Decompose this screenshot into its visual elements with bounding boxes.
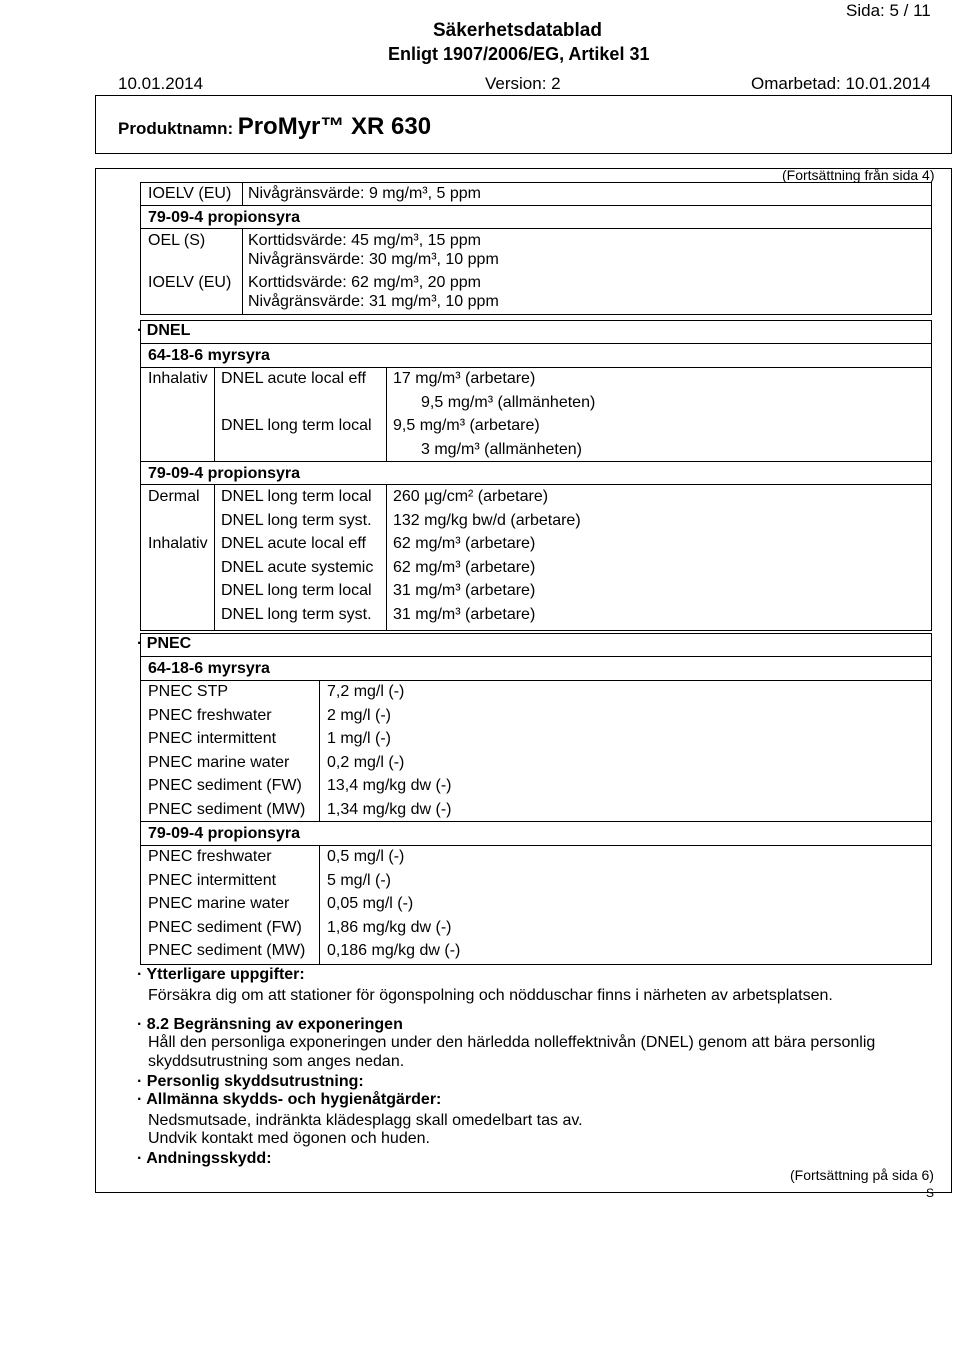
dnel-type: DNEL acute local eff xyxy=(221,370,366,387)
pnec-substance: 79-09-4 propionsyra xyxy=(148,825,301,842)
oel-line: Korttidsvärde: 45 mg/m³, 15 ppm xyxy=(248,232,481,249)
ioelv2-line: Nivågränsvärde: 31 mg/m³, 10 ppm xyxy=(248,293,499,310)
pnec-label: PNEC STP xyxy=(148,683,229,700)
pnec-value: 0,05 mg/l (-) xyxy=(327,895,414,913)
pnec-value: 2 mg/l (-) xyxy=(327,706,391,724)
dnel-col-divider xyxy=(386,484,387,630)
dnel-value: 17 mg/m³ (arbetare) xyxy=(393,370,536,387)
pnec-value: 13,4 mg/kg dw (-) xyxy=(327,777,452,795)
dnel-value: 260 µg/cm² (arbetare) xyxy=(393,488,549,505)
ytterligare-heading xyxy=(137,965,305,984)
bullet: · xyxy=(137,1091,143,1108)
oel-divider xyxy=(140,205,931,206)
pnec-substance: 64-18-6 myrsyra xyxy=(148,660,270,677)
dnel-value: 3 mg/m³ (allmänheten) xyxy=(421,440,582,458)
footer-mark: S xyxy=(926,1186,935,1200)
pnec-label: PNEC sediment (MW) xyxy=(148,942,306,960)
oel-substance: 79-09-4 propionsyra xyxy=(148,209,301,226)
bullet: · xyxy=(137,1150,143,1167)
pnec-divider xyxy=(140,845,931,846)
dnel-divider xyxy=(140,343,931,344)
bullet: · xyxy=(137,635,143,652)
dnel-col-divider xyxy=(214,367,215,462)
andnings-heading-text: Andningsskydd: xyxy=(146,1150,272,1167)
oel-label: OEL (S) xyxy=(148,232,206,249)
pnec-value: 0,2 mg/l (-) xyxy=(327,753,405,771)
personlig-heading xyxy=(137,1072,364,1091)
dnel-type: DNEL long term local xyxy=(221,582,372,599)
dnel-heading-text: DNEL xyxy=(146,322,191,339)
oel-divider xyxy=(140,228,931,229)
oel-col-divider xyxy=(242,228,243,314)
pnec-value: 0,186 mg/kg dw (-) xyxy=(327,942,461,960)
product-name: ProMyr™ XR 630 xyxy=(237,113,432,140)
dnel-route: Inhalativ xyxy=(148,535,208,552)
pnec-label: PNEC freshwater xyxy=(148,848,272,865)
ioelv-value: Nivågränsvärde: 9 mg/m³, 5 ppm xyxy=(248,185,481,202)
pnec-value: 7,2 mg/l (-) xyxy=(327,683,405,700)
ioelv2-line: Korttidsvärde: 62 mg/m³, 20 ppm xyxy=(248,274,481,291)
personlig-heading-text: Personlig skyddsutrustning: xyxy=(146,1073,364,1090)
ytterligare-heading-text: Ytterligare uppgifter: xyxy=(146,966,305,983)
dnel-value: 9,5 mg/m³ (arbetare) xyxy=(393,417,540,434)
pnec-value: 1,34 mg/kg dw (-) xyxy=(327,801,452,818)
pnec-label: PNEC sediment (FW) xyxy=(148,777,302,795)
dnel-route: Inhalativ xyxy=(148,370,208,387)
pnec-label: PNEC marine water xyxy=(148,753,290,771)
revised-date: Omarbetad: 10.01.2014 xyxy=(751,74,931,93)
dnel-divider xyxy=(140,461,931,462)
pnec-label: PNEC intermittent xyxy=(148,730,277,748)
allmanna-text: Undvik kontakt med ögonen och huden. xyxy=(148,1130,430,1147)
dnel-col-divider xyxy=(386,367,387,462)
ioelv-label: IOELV (EU) xyxy=(148,185,232,202)
dnel-divider xyxy=(140,484,931,485)
ioelv2-label: IOELV (EU) xyxy=(148,274,232,291)
continued-from: (Fortsättning från sida 4) xyxy=(782,167,935,183)
pnec-heading-text: PNEC xyxy=(146,635,192,652)
dnel-value: 9,5 mg/m³ (allmänheten) xyxy=(421,393,596,411)
page-number: Sida: 5 / 11 xyxy=(846,1,931,20)
pnec-label: PNEC sediment (FW) xyxy=(148,918,302,936)
dnel-substance: 64-18-6 myrsyra xyxy=(148,347,270,364)
pnec-label: PNEC intermittent xyxy=(148,871,277,889)
pnec-label: PNEC freshwater xyxy=(148,706,272,724)
version: Version: 2 xyxy=(485,74,561,93)
dnel-type: DNEL long term local xyxy=(221,488,372,505)
dnel-col-divider xyxy=(214,484,215,630)
allmanna-heading-text: Allmänna skydds- och hygienåtgärder: xyxy=(146,1091,442,1108)
s82-heading xyxy=(137,1015,403,1034)
dnel-type: DNEL long term syst. xyxy=(221,511,372,529)
pnec-table xyxy=(140,633,932,965)
bullet: · xyxy=(137,1073,143,1090)
product-label: Produktnamn: xyxy=(118,119,234,138)
allmanna-text: Nedsmutsade, indränkta klädesplagg skall omedelbart tas av. xyxy=(148,1112,583,1129)
pnec-divider xyxy=(140,656,931,657)
s82-text: skyddsutrustning som anges nedan. xyxy=(148,1053,405,1070)
bullet: · xyxy=(137,1016,143,1033)
s82-text: Håll den personliga exponeringen under den härledda nolleffektnivån (DNEL) genom att bära personlig xyxy=(148,1034,876,1051)
dnel-value: 62 mg/m³ (arbetare) xyxy=(393,558,536,576)
document-title: Säkerhetsdatablad xyxy=(433,20,602,41)
print-date: 10.01.2014 xyxy=(118,74,204,93)
pnec-divider xyxy=(140,680,931,681)
bullet: · xyxy=(137,966,143,983)
pnec-value: 5 mg/l (-) xyxy=(327,871,391,889)
dnel-route: Dermal xyxy=(148,488,200,505)
dnel-divider xyxy=(140,367,931,368)
dnel-type: DNEL long term local xyxy=(221,417,372,434)
dnel-substance: 79-09-4 propionsyra xyxy=(148,465,301,482)
dnel-type: DNEL acute systemic xyxy=(221,558,374,576)
dnel-value: 31 mg/m³ (arbetare) xyxy=(393,605,536,623)
pnec-label: PNEC sediment (MW) xyxy=(148,801,306,818)
oel-col-divider xyxy=(242,182,243,206)
document-subtitle: Enligt 1907/2006/EG, Artikel 31 xyxy=(388,44,650,64)
continued-to: (Fortsättning på sida 6) xyxy=(790,1167,934,1183)
pnec-divider xyxy=(140,821,931,822)
pnec-value: 1 mg/l (-) xyxy=(327,730,391,748)
andnings-heading xyxy=(137,1149,272,1168)
ytterligare-text: Försäkra dig om att stationer för ögonspolning och nödduschar finns i närheten av arbetsplatsen. xyxy=(148,987,833,1004)
s82-heading-text: 8.2 Begränsning av exponeringen xyxy=(146,1016,403,1033)
pnec-value: 1,86 mg/kg dw (-) xyxy=(327,918,452,936)
oel-line: Nivågränsvärde: 30 mg/m³, 10 ppm xyxy=(248,251,499,268)
pnec-value: 0,5 mg/l (-) xyxy=(327,848,405,865)
header-frame xyxy=(95,95,952,154)
bullet: · xyxy=(137,322,143,339)
dnel-value: 62 mg/m³ (arbetare) xyxy=(393,535,536,552)
allmanna-heading xyxy=(137,1090,441,1109)
dnel-value: 132 mg/kg bw/d (arbetare) xyxy=(393,511,581,529)
dnel-type: DNEL acute local eff xyxy=(221,535,366,552)
pnec-col-divider xyxy=(319,680,320,822)
pnec-label: PNEC marine water xyxy=(148,895,290,913)
dnel-value: 31 mg/m³ (arbetare) xyxy=(393,582,536,599)
pnec-col-divider xyxy=(319,845,320,964)
dnel-type: DNEL long term syst. xyxy=(221,605,372,623)
